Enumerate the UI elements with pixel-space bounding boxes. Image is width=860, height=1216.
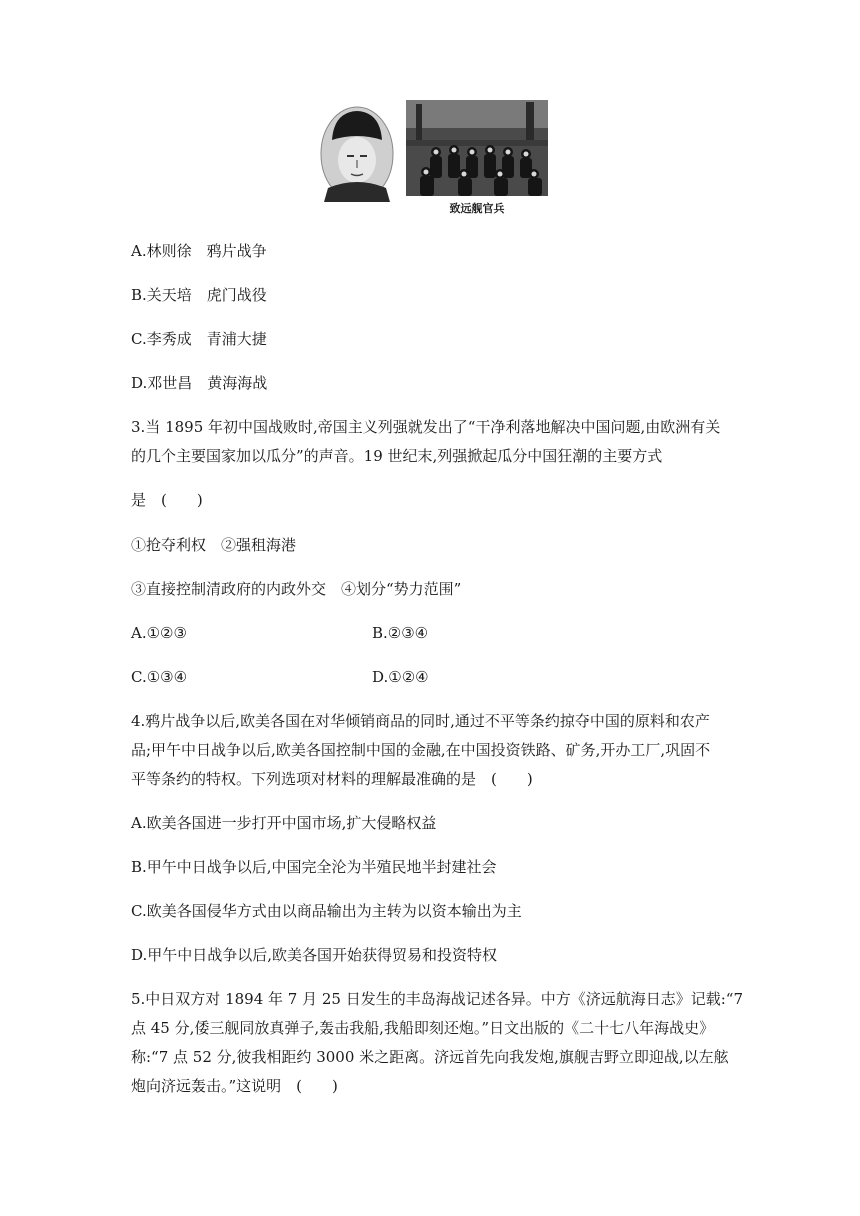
q5-stem-line: 称:“7 点 52 分,彼我相距约 3000 米之距离。济远首先向我发炮,旗舰吉野立即迎战,以左舷 — [131, 1048, 729, 1066]
q3-option-b: B.②③④ — [372, 624, 429, 642]
q3-item-line: ①抢夺利权 ②强租海港 — [131, 536, 297, 554]
q3-stem-line: 3.当 1895 年初中国战败时,帝国主义列强就发出了“干净利落地解决中国问题,由欧洲有关 — [131, 418, 721, 436]
q2-option-d: D.邓世昌 黄海海战 — [131, 374, 268, 392]
q3-item-line: ③直接控制清政府的内政外交 ④划分“势力范围” — [131, 580, 462, 598]
q2-option-b: B.关天培 虎门战役 — [131, 286, 267, 304]
portrait-image — [320, 106, 394, 202]
q4-option-d: D.甲午中日战争以后,欧美各国开始获得贸易和投资特权 — [131, 946, 498, 964]
q4-option-c: C.欧美各国侵华方式由以商品输出为主转为以资本输出为主 — [131, 902, 522, 920]
q3-stem-line: 的几个主要国家加以瓜分”的声音。19 世纪末,列强掀起瓜分中国狂潮的主要方式 — [131, 447, 663, 465]
q4-stem-line: 平等条约的特权。下列选项对材料的理解最准确的是 ( ) — [131, 770, 533, 788]
q3-option-d: D.①②④ — [372, 668, 429, 686]
q4-stem-line: 4.鸦片战争以后,欧美各国在对华倾销商品的同时,通过不平等条约掠夺中国的原料和农产 — [131, 712, 710, 730]
q3-option-a: A.①②③ — [131, 624, 187, 642]
q4-stem-line: 品;甲午中日战争以后,欧美各国控制中国的金融,在中国投资铁路、矿务,开办工厂,巩固不 — [131, 741, 711, 759]
photo-caption: 致远舰官兵 — [449, 202, 505, 215]
q5-stem-line: 点 45 分,倭三舰同放真弹子,轰击我船,我船即刻还炮。”日文出版的《二十七八年海战史》 — [131, 1019, 715, 1037]
crew-photo-image — [406, 100, 548, 196]
q2-option-c: C.李秀成 青浦大捷 — [131, 330, 267, 348]
q5-stem-line: 5.中日双方对 1894 年 7 月 25 日发生的丰岛海战记述各异。中方《济远航海日志》记载:“7 — [131, 990, 743, 1008]
q2-option-a: A.林则徐 鸦片战争 — [131, 242, 267, 260]
figure-row — [320, 100, 548, 220]
q3-stem-line: 是 ( ) — [131, 491, 203, 509]
q4-option-a: A.欧美各国进一步打开中国市场,扩大侵略权益 — [131, 814, 437, 832]
q4-option-b: B.甲午中日战争以后,中国完全沦为半殖民地半封建社会 — [131, 858, 497, 876]
q3-option-c: C.①③④ — [131, 668, 188, 686]
q5-stem-line: 炮向济远轰击。”这说明 ( ) — [131, 1077, 338, 1095]
